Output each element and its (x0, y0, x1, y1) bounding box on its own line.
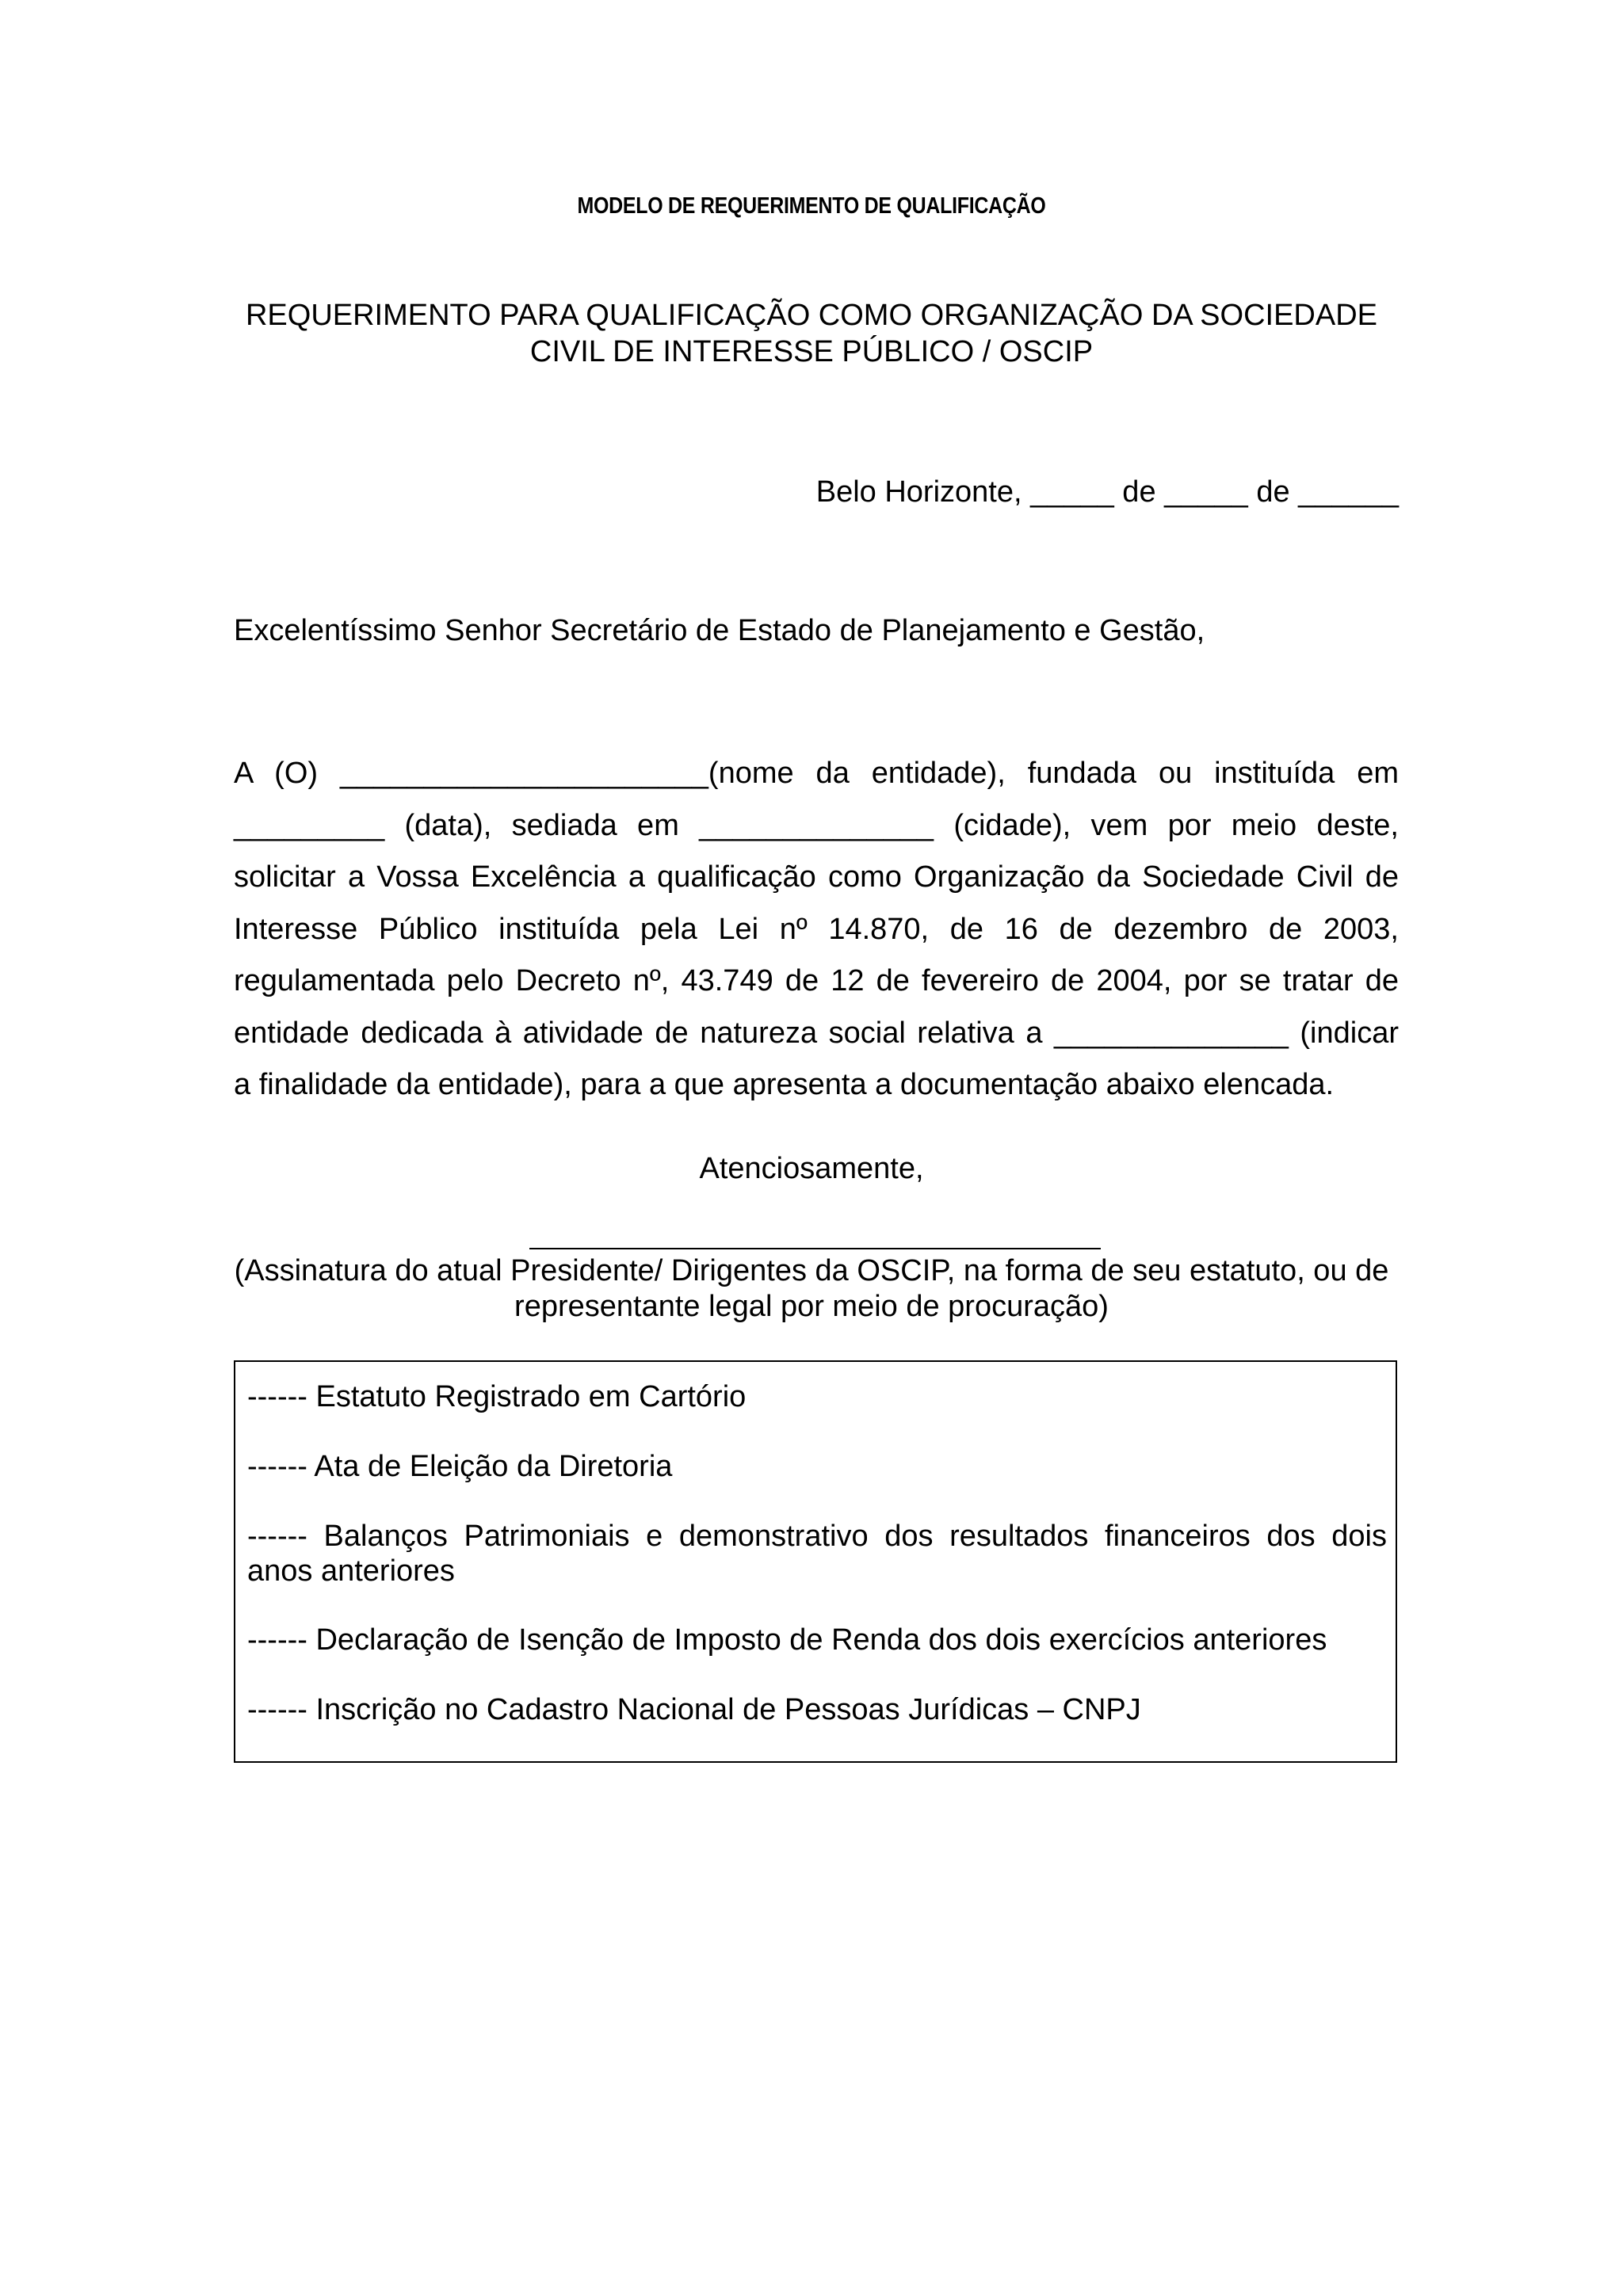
signature-caption-line-2: representante legal por meio de procuração) (514, 1290, 1109, 1323)
signature-caption (222, 1253, 1401, 1325)
document-item: ------ Ata de Eleição da Diretoria (247, 1450, 673, 1483)
body-line: entidade dedicada à atividade de natureza social relativa a ______________ (indicar (234, 1016, 1399, 1050)
required-documents-box (234, 1360, 1397, 1763)
closing: Atenciosamente, (699, 1152, 924, 1185)
request-body (234, 748, 1399, 1112)
title-line-2: CIVIL DE INTERESSE PÚBLICO / OSCIP (529, 335, 1094, 368)
body-line: regulamentada pelo Decreto nº, 43.749 de 12 de fevereiro de 2004, por se tratar de (234, 964, 1399, 997)
body-line: Interesse Público instituída pela Lei nº 14.870, de 16 de dezembro de 2003, (234, 912, 1399, 946)
signature-caption-line-1: (Assinatura do atual Presidente/ Dirigentes da OSCIP, na forma de seu estatuto, ou de (234, 1254, 1389, 1287)
document-title (158, 297, 1465, 370)
document-item: ------ Estatuto Registrado em Cartório (247, 1380, 747, 1413)
body-line: solicitar a Vossa Excelência a qualificação como Organização da Sociedade Civil de (234, 860, 1399, 894)
document-item-line: anos anteriores (247, 1554, 455, 1588)
signature-line (529, 1248, 1101, 1249)
salutation: Excelentíssimo Senhor Secretário de Estado de Planejamento e Gestão, (234, 614, 1205, 647)
title-line-1: REQUERIMENTO PARA QUALIFICAÇÃO COMO ORGANIZAÇÃO DA SOCIEDADE (245, 299, 1378, 332)
document-item: ------ Inscrição no Cadastro Nacional de Pessoas Jurídicas – CNPJ (247, 1693, 1141, 1726)
document-item: ------ Declaração de Isenção de Imposto de Renda dos dois exercícios anteriores (247, 1623, 1327, 1657)
body-line: a finalidade da entidade), para a que apresenta a documentação abaixo elencada. (234, 1068, 1335, 1101)
document-item-line: ------ Balanços Patrimoniais e demonstrativo dos resultados financeiros dos dois (247, 1520, 1387, 1553)
body-line: _________ (data), sediada em ______________ (cidade), vem por meio deste, (234, 808, 1399, 842)
dateline: Belo Horizonte, _____ de _____ de ______ (815, 475, 1399, 509)
document-item (247, 1519, 1387, 1589)
model-heading: MODELO DE REQUERIMENTO DE QUALIFICAÇÃO (577, 193, 1046, 219)
body-line: A (O) ______________________(nome da entidade), fundada ou instituída em (234, 757, 1399, 790)
